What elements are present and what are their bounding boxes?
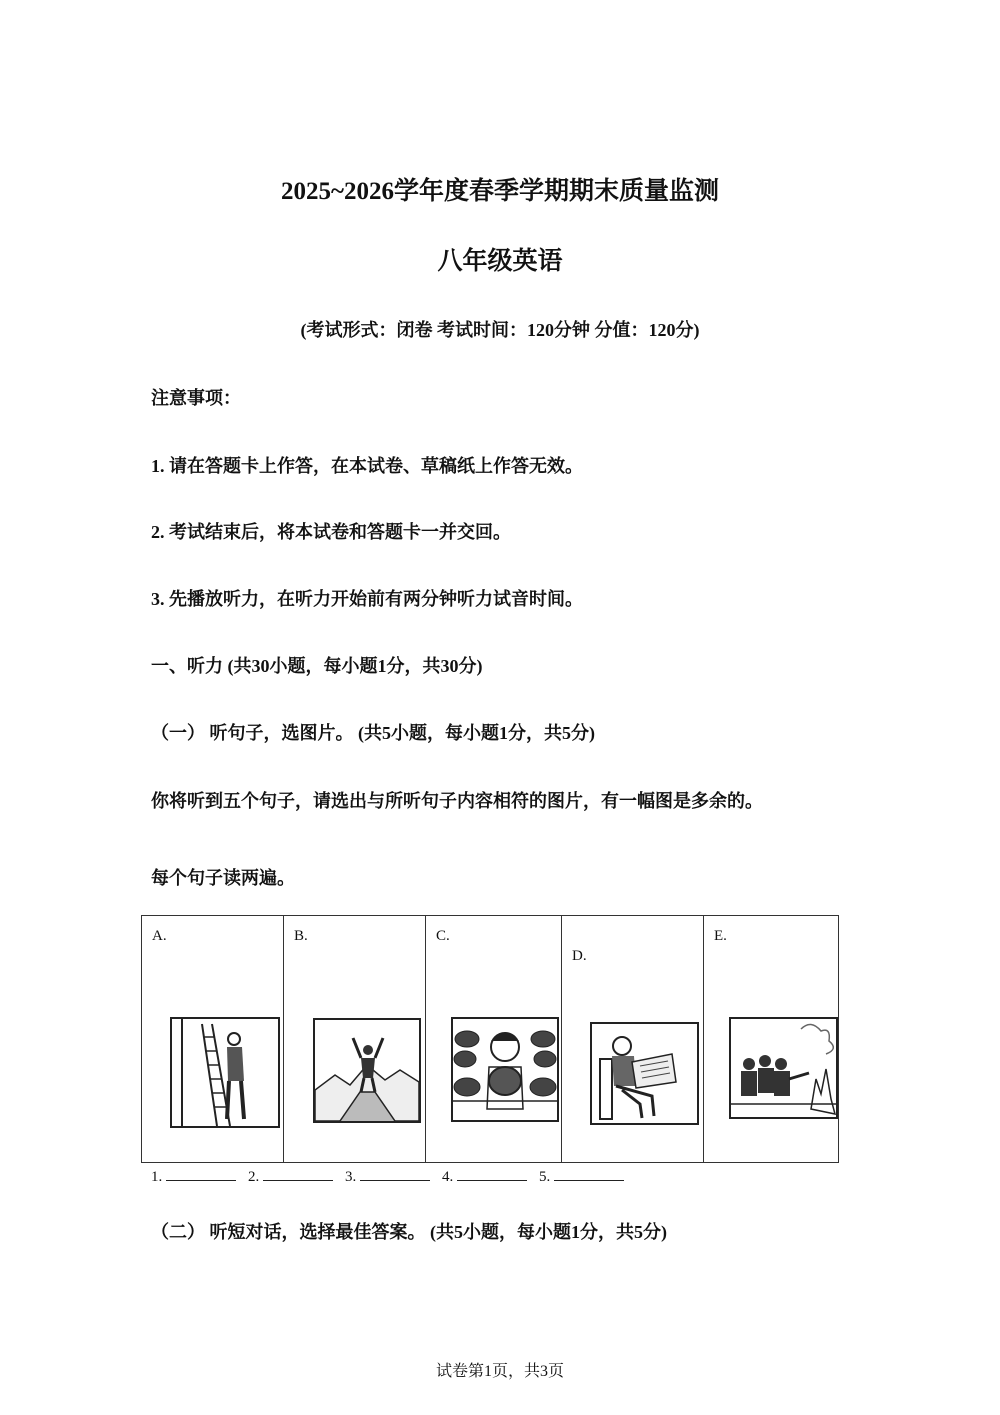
option-d-cell [562, 916, 704, 1163]
answer-blank-2 [263, 1168, 333, 1181]
answer-blank-3 [360, 1168, 430, 1181]
part1-heading: （一） 听句子，选图片。 (共5小题，每小题1分，共5分) [151, 723, 595, 743]
option-c-cell [426, 916, 562, 1163]
man-on-ladder-icon [170, 1017, 280, 1128]
subject-title: 八年级英语 [437, 248, 563, 275]
firefighters-icon [729, 1017, 838, 1119]
notice-item-1: 1. 请在答题卡上作答，在本试卷、草稿纸上作答无效。 [151, 456, 583, 476]
answer-blank-5 [554, 1168, 624, 1181]
answer-blanks [151, 1168, 632, 1186]
boy-with-watermelon-icon [451, 1017, 559, 1122]
answer-label-1: 1. [151, 1169, 163, 1185]
answer-blank-4 [457, 1168, 527, 1181]
option-c-label: C. [436, 928, 450, 944]
part1-instruction-repeat: 每个句子读两遍。 [151, 868, 295, 888]
mountain-climber-icon [313, 1018, 421, 1123]
old-man-reading-newspaper-icon [590, 1022, 699, 1125]
exam-title: 2025~2026学年度春季学期期末质量监测 [280, 178, 719, 205]
answer-label-4: 4. [442, 1169, 454, 1185]
part2-heading: （二） 听短对话，选择最佳答案。 (共5小题，每小题1分，共5分) [151, 1222, 667, 1242]
option-b-label: B. [294, 928, 308, 944]
answer-blank-1 [166, 1168, 236, 1181]
answer-label-5: 5. [539, 1169, 551, 1185]
section-heading: 一、听力 (共30小题，每小题1分，共30分) [151, 656, 483, 676]
answer-label-2: 2. [248, 1169, 260, 1185]
page-footer: 试卷第1页，共3页 [435, 1363, 564, 1380]
option-a-label: A. [152, 928, 167, 944]
answer-label-3: 3. [345, 1169, 357, 1185]
notice-heading: 注意事项： [151, 388, 241, 408]
picture-options-table [141, 915, 839, 1163]
option-e-label: E. [714, 928, 727, 944]
notice-item-3: 3. 先播放听力，在听力开始前有两分钟听力试音时间。 [151, 589, 583, 609]
notice-item-2: 2. 考试结束后，将本试卷和答题卡一并交回。 [151, 522, 511, 542]
option-b-cell [284, 916, 426, 1163]
option-a-cell [142, 916, 284, 1163]
exam-info: (考试形式：闭卷 考试时间：120分钟 分值：120分) [300, 320, 700, 340]
option-e-cell [704, 916, 839, 1163]
part1-instruction: 你将听到五个句子，请选出与所听句子内容相符的图片，有一幅图是多余的。 [151, 791, 763, 811]
option-d-label: D. [572, 948, 587, 964]
